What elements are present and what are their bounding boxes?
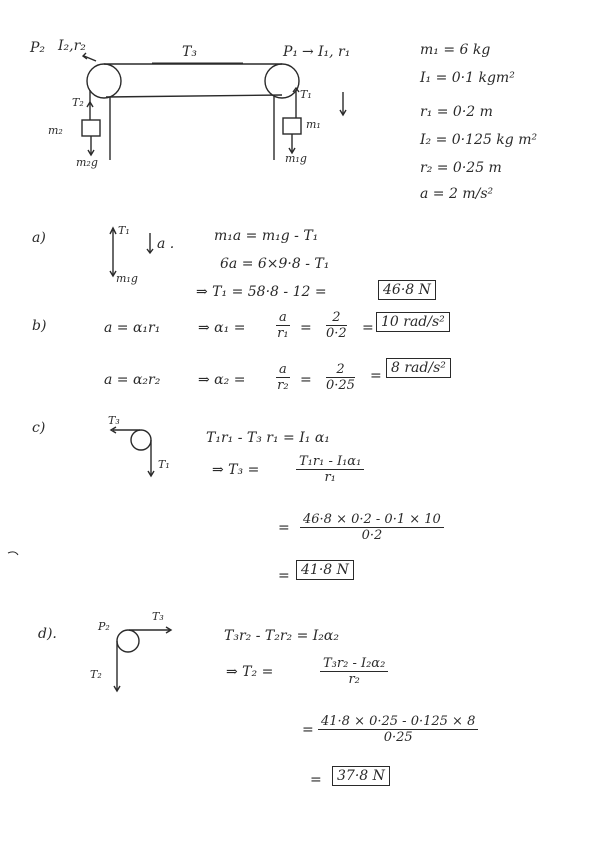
part-c-fbd-t1: T₁ [158,458,170,471]
diagram-m1-label: m₁ [306,118,321,131]
part-a-eq2: 6a = 6×9·8 - T₁ [220,256,330,272]
part-d-eq1: T₃r₂ - T₂r₂ = I₂α₂ [224,628,339,644]
part-b-eq2-mid: ⇒ α₂ = [198,372,246,388]
part-b-frac2: $\frac{2}{0\cdot 2}$ [326,310,347,341]
diagram-m2g-label: m₂g [76,156,98,169]
part-c-frac1: $\frac{\text{T₁r₁ - I₁α₁}}{\text{r₁}}$ [296,454,364,485]
part-b-frac4: $\frac{2}{0\cdot 25}$ [326,362,355,393]
diagram-t1-label: T₁ [300,88,312,101]
diagram-t2-label: T₂ [72,96,84,109]
part-a-label: a) [32,230,46,246]
part-b-answer2: 8 rad/s² [386,358,451,378]
part-b-eq1-eq2: = [362,320,374,336]
diagram-m1g-label: m₁g [285,152,307,165]
part-d-answer: 37·8 N [332,766,390,786]
part-b-eq2-left: a = α₂r₂ [104,372,161,388]
part-c-label: c) [32,420,46,436]
part-a-eq1: m₁a = m₁g - T₁ [214,228,319,244]
given-a: a = 2 m/s² [420,186,494,202]
part-b-frac3: $\frac{a}{\text{r₂}}$ [277,362,289,393]
pulley-p1-circle [265,64,299,98]
diagram-i2-label: I₂,r₂ [58,38,86,54]
diagram-i1-label: I₁, r₁ [318,44,351,60]
part-c-eq4-eq: = [278,568,290,584]
part-d-frac2: $\frac{41\cdot 8 \times 0\cdot 25 - 0\cdot 125 \times 8}{0\cdot 25}$ [318,714,478,745]
part-a-fbd-t1: T₁ [118,224,130,237]
part-a-answer: 46·8 N [378,280,436,300]
part-b-frac1: $\frac{a}{\text{r₁}}$ [277,310,289,341]
part-b-eq1-mid: ⇒ α₁ = [198,320,246,336]
pulley-p2-circle [87,64,121,98]
part-b-label: b) [32,318,47,334]
part-c-answer: 41·8 N [296,560,354,580]
part-d-fbd-t2: T₂ [90,668,102,681]
part-d-fbd-t3: T₃ [152,610,164,623]
part-c-frac2: $\frac{46\cdot 8 \times 0\cdot 2 - 0\cdot 1 \times 10}{0\cdot 2}$ [300,512,444,543]
part-b-eq2-eq2: = [370,368,382,384]
part-d-eq4-eq: = [310,772,322,788]
part-d-eq2-pre: ⇒ T₂ = [226,664,274,680]
part-d-eq3-eq: = [302,722,314,738]
part-b-eq1-left: a = α₁r₁ [104,320,161,336]
given-m1: m₁ = 6 kg [420,42,491,58]
part-d-label: d). [38,626,57,642]
part-b-eq1-eq: = [300,320,312,336]
part-c-eq1: T₁r₁ - T₃ r₁ = I₁ α₁ [206,430,330,446]
part-b-answer1: 10 rad/s² [376,312,450,332]
given-i2: I₂ = 0·125 kg m² [420,132,538,148]
part-d-fbd-p2: P₂ [98,620,110,633]
part-a-fbd-mg: m₁g [116,272,138,285]
given-i1: I₁ = 0·1 kgm² [420,70,515,86]
part-a-fbd-a: a . [157,236,175,252]
part-a-eq3: ⇒ T₁ = 58·8 - 12 = [196,284,327,300]
diagram-arrow: → [302,44,314,60]
diagram-m2-label: m₂ [48,124,63,137]
diagram-p2-label: P₂ [30,40,46,56]
part-d-frac1: $\frac{\text{T₃r₂ - I₂α₂}}{\text{r₂}}$ [320,656,388,687]
diagram-t3-label: T₃ [182,44,197,60]
diagram-p1-label: P₁ [283,44,299,60]
part-c-eq3-eq: = [278,520,290,536]
part-b-eq2-eq: = [300,372,312,388]
part-c-fbd-t3: T₃ [108,414,120,427]
given-r1: r₁ = 0·2 m [420,104,493,120]
given-r2: r₂ = 0·25 m [420,160,502,176]
part-c-eq2-pre: ⇒ T₃ = [212,462,260,478]
